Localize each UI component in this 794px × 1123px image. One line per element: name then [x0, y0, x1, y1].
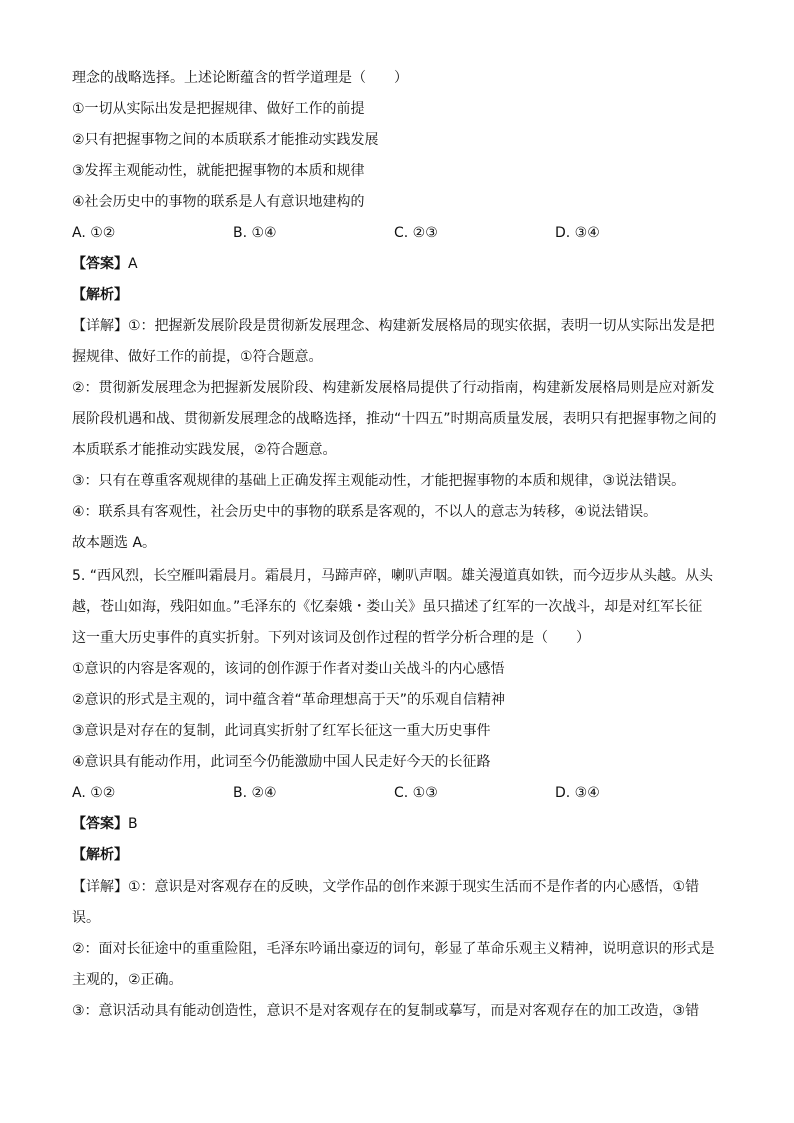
q5-item-3: ③意识是对存在的复制，此词真实折射了红军长征这一重大历史事件: [72, 723, 491, 739]
q5-detail-line-4: 主观的，②正确。: [72, 972, 183, 988]
q4-detail-line-5: 本质联系才能推动实践发展，②符合题意。: [72, 442, 337, 458]
q4-detail-line-8: 故本题选 A。: [72, 535, 157, 551]
q5-item-1: ①意识的内容是客观的，该词的创作源于作者对娄山关战斗的内心感悟: [72, 661, 505, 677]
q5-stem-line-3: 这一重大历史事件的真实折射。下列对该词及创作过程的哲学分析合理的是（ ）: [72, 630, 590, 646]
q5-detail-line-2: 误。: [72, 910, 100, 926]
q5-option-a: A. ①②: [72, 785, 116, 801]
q5-item-4: ④意识具有能动作用，此词至今仍能激励中国人民走好今天的长征路: [72, 754, 491, 770]
q5-stem-line-1: 5. “西风烈，长空雁叫霜晨月。霜晨月，马蹄声碎，喇叭声咽。雄关漫道真如铁，而今迈步从头越。从头: [72, 568, 714, 584]
q5-options: [72, 783, 722, 803]
q5-analysis-label: 【解析】: [72, 847, 128, 863]
q5-answer-value: B: [128, 816, 138, 832]
q5-detail-line-5: ③：意识活动具有能动创造性，意识不是对客观存在的复制或摹写，而是对客观存在的加工改造，③错: [72, 1003, 700, 1019]
q5-answer: [72, 814, 722, 834]
q4-option-a: A. ①②: [72, 225, 116, 241]
q4-analysis-label: 【解析】: [72, 287, 128, 303]
q4-detail-line-2: 握规律、做好工作的前提，①符合题意。: [72, 349, 323, 365]
q4-option-c: C. ②③: [394, 225, 438, 241]
q5-option-b: B. ②④: [233, 785, 277, 801]
q5-option-d: D. ③④: [555, 785, 600, 801]
q5-answer-label: 【答案】: [72, 816, 128, 832]
q4-detail-line-3: ②：贯彻新发展理念为把握新发展阶段、构建新发展格局提供了行动指南，构建新发展格局则是应对新发: [72, 380, 715, 396]
q4-detail-line-1: 【详解】①：把握新发展阶段是贯彻新发展理念、构建新发展格局的现实依据，表明一切从实际出发是把: [72, 318, 715, 334]
q4-detail-line-4: 展阶段机遇和战、贯彻新发展理念的战略选择，推动“十四五”时期高质量发展，表明只有把握事物之间的: [72, 411, 717, 427]
q4-answer: [72, 254, 722, 274]
q4-detail-line-6: ③：只有在尊重客观规律的基础上正确发挥主观能动性，才能把握事物的本质和规律，③说法错误。: [72, 473, 686, 489]
q4-detail-line-7: ④：联系具有客观性，社会历史中的事物的联系是客观的，不以人的意志为转移，④说法错误。: [72, 504, 658, 520]
q5-stem-line-2: 越，苍山如海，残阳如血。”毛泽东的《忆秦娥・娄山关》虽只描述了红军的一次战斗，却是对红军长征: [72, 599, 703, 615]
q4-answer-label: 【答案】: [72, 256, 128, 272]
q4-option-d: D. ③④: [555, 225, 600, 241]
q4-item-3: ③发挥主观能动性，就能把握事物的本质和规律: [72, 163, 365, 179]
q4-stem-tail: 理念的战略选择。上述论断蕴含的哲学道理是（ ）: [72, 70, 408, 86]
q5-item-2: ②意识的形式是主观的，词中蕴含着“革命理想高于天”的乐观自信精神: [72, 692, 506, 708]
q5-detail-line-1: 【详解】①：意识是对客观存在的反映，文学作品的创作来源于现实生活而不是作者的内心感悟，①错: [72, 879, 700, 895]
q4-option-b: B. ①④: [233, 225, 277, 241]
q4-options: [72, 223, 722, 243]
q4-item-2: ②只有把握事物之间的本质联系才能推动实践发展: [72, 132, 379, 148]
q4-item-1: ①一切从实际出发是把握规律、做好工作的前提: [72, 101, 365, 117]
q4-item-4: ④社会历史中的事物的联系是人有意识地建构的: [72, 194, 365, 210]
q4-answer-value: A: [128, 256, 138, 272]
q5-detail-line-3: ②：面对长征途中的重重险阻，毛泽东吟诵出豪迈的词句，彰显了革命乐观主义精神，说明意识的形式是: [72, 941, 715, 957]
q5-option-c: C. ①③: [394, 785, 438, 801]
